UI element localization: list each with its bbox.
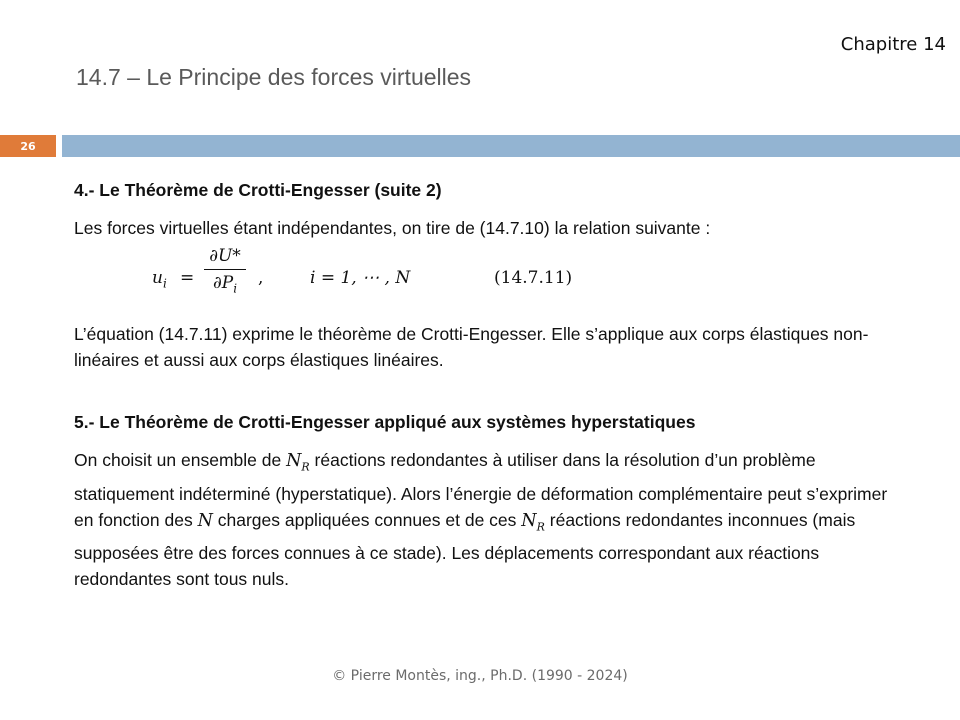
hyperstatic-paragraph: On choisit un ensemble de $N_R$ réactions redondantes à utiliser dans la résolution d’un problème statiquement indéterminé (hyperstatique). Alors l’énergie de déformation complémentaire peut s’exprimer en fonction des N charges appliquées connues et de ces $N_R$ réactions redondantes inconnues (mais supposées être des forces connues à ce stade). Les déplacements correspondant aux réactions redondantes sont tous nuls. [74, 450, 888, 589]
eq-lhs: $u_i$ [152, 268, 167, 291]
page-number-badge: 26 [0, 135, 56, 157]
section-heading-4: 4.- Le Théorème de Crotti-Engesser (suite 2) [74, 180, 442, 200]
eq-fraction [204, 245, 246, 299]
math-nr-2: $N_R$ [521, 510, 545, 533]
slide-content [74, 177, 904, 592]
eq-equals: = [180, 268, 195, 288]
equation-14-7-11 [74, 245, 904, 311]
eq-denominator: $\partial P_i$ [212, 273, 238, 296]
chapter-label: Chapitre 14 [840, 34, 946, 55]
eq-range: i = 1, ⋯ , N [310, 268, 411, 288]
eq-fraction-line [204, 269, 246, 270]
section-spacer [74, 373, 904, 409]
eq-numerator: ∂U* [209, 246, 241, 266]
math-nr: $N_R$ [286, 451, 310, 474]
conclusion-paragraph: L’équation (14.7.11) exprime le théorème de Crotti-Engesser. Elle s’applique aux corps élastiques non-linéaires et aussi aux corps élastiques linéaires. [74, 324, 869, 370]
section-heading-5: 5.- Le Théorème de Crotti-Engesser appliqué aux systèmes hyperstatiques [74, 412, 696, 432]
title-divider-bar [62, 135, 960, 157]
eq-comma: , [258, 268, 264, 288]
footer-copyright: © Pierre Montès, ing., Ph.D. (1990 - 2024) [332, 668, 628, 684]
math-n: N [197, 510, 213, 531]
intro-paragraph: Les forces virtuelles étant indépendantes, on tire de (14.7.10) la relation suivante : [74, 218, 711, 238]
eq-label: (14.7.11) [494, 268, 573, 288]
slide-title: 14.7 – Le Principe des forces virtuelles [76, 64, 472, 90]
